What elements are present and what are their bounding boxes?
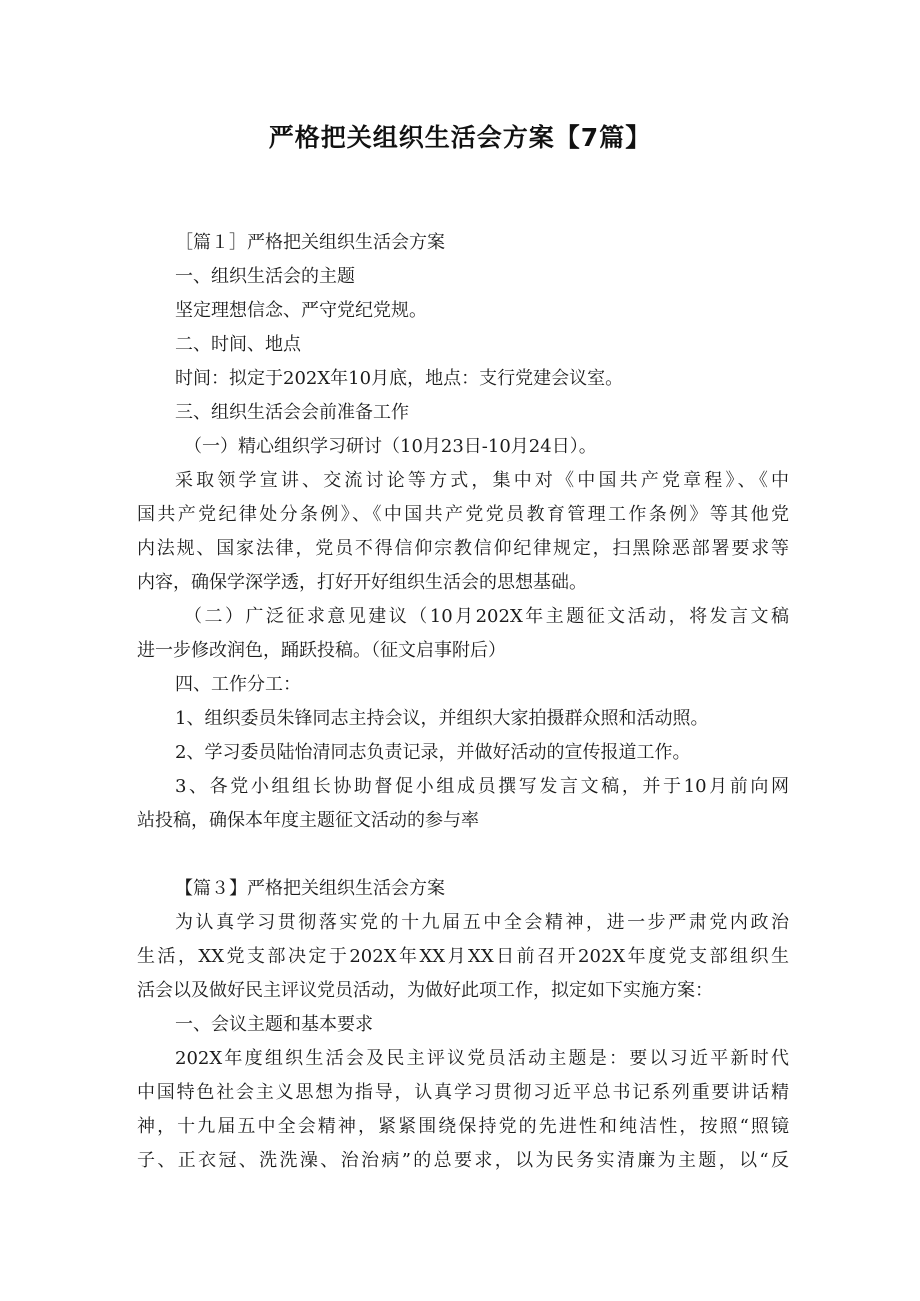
document-title: 严格把关组织生活会方案【7篇】 xyxy=(268,123,652,152)
paragraph-line: 202X年度组织生活会及民主评议党员活动主题是：要以习近平新时代 xyxy=(175,1048,789,1069)
list-item: 2、学习委员陆怡清同志负责记录，并做好活动的宣传报道工作。 xyxy=(175,742,691,763)
heading-line: 四、工作分工： xyxy=(175,674,301,695)
subheading-line: （二）广泛征求意见建议（10月202X年主题征文活动，将发言文稿 xyxy=(184,606,789,627)
paragraph-line: 为认真学习贯彻落实党的十九届五中全会精神，进一步严肃党内政治 xyxy=(175,912,789,933)
paragraph-line: 国共产党纪律处分条例》、《中国共产党党员教育管理工作条例》等其他党 xyxy=(137,504,789,525)
paragraph-line: 内法规、国家法律，党员不得信仰宗教信仰纪律规定，扫黑除恶部署要求等 xyxy=(137,538,789,559)
section-heading: 【篇３】严格把关组织生活会方案 xyxy=(175,878,445,899)
paragraph-line: 坚定理想信念、严守党纪党规。 xyxy=(175,300,427,321)
paragraph-line: 进一步修改润色，踊跃投稿。（征文启事附后） xyxy=(137,640,506,661)
paragraph-line: 活会以及做好民主评议党员活动，为做好此项工作，拟定如下实施方案： xyxy=(137,980,713,1001)
paragraph-line: 内容，确保学深学透，打好开好组织生活会的思想基础。 xyxy=(137,572,587,593)
paragraph-line: 神，十九届五中全会精神，紧紧围绕保持党的先进性和纯洁性，按照“照镜 xyxy=(137,1116,789,1137)
heading-line: 一、会议主题和基本要求 xyxy=(175,1014,373,1035)
paragraph-line: 采取领学宣讲、交流讨论等方式，集中对《中国共产党章程》、《中 xyxy=(175,470,789,491)
heading-line: 三、组织生活会会前准备工作 xyxy=(175,402,409,423)
paragraph-line: 生活，XX党支部决定于202X年XX月XX日前召开202X年度党支部组织生 xyxy=(137,946,789,967)
list-item: 站投稿，确保本年度主题征文活动的参与率 xyxy=(137,810,479,831)
subheading-line: （一）精心组织学习研讨（10月23日-10月24日）。 xyxy=(184,436,597,457)
section-gap xyxy=(137,838,789,872)
list-item: 3、各党小组组长协助督促小组成员撰写发言文稿，并于10月前向网 xyxy=(175,776,789,797)
heading-line: 一、组织生活会的主题 xyxy=(175,266,355,287)
heading-line: 二、时间、地点 xyxy=(175,334,301,355)
section-heading: ［篇１］严格把关组织生活会方案 xyxy=(175,232,445,253)
document-body xyxy=(137,226,789,1178)
paragraph-line: 子、正衣冠、洗洗澡、治治病”的总要求，以为民务实清廉为主题，以“反 xyxy=(137,1150,789,1171)
paragraph-line: 中国特色社会主义思想为指导，认真学习贯彻习近平总书记系列重要讲话精 xyxy=(137,1082,789,1103)
list-item: 1、组织委员朱锋同志主持会议，并组织大家拍摄群众照和活动照。 xyxy=(175,708,709,729)
paragraph-line: 时间：拟定于202X年10月底，地点：支行党建会议室。 xyxy=(175,368,624,389)
